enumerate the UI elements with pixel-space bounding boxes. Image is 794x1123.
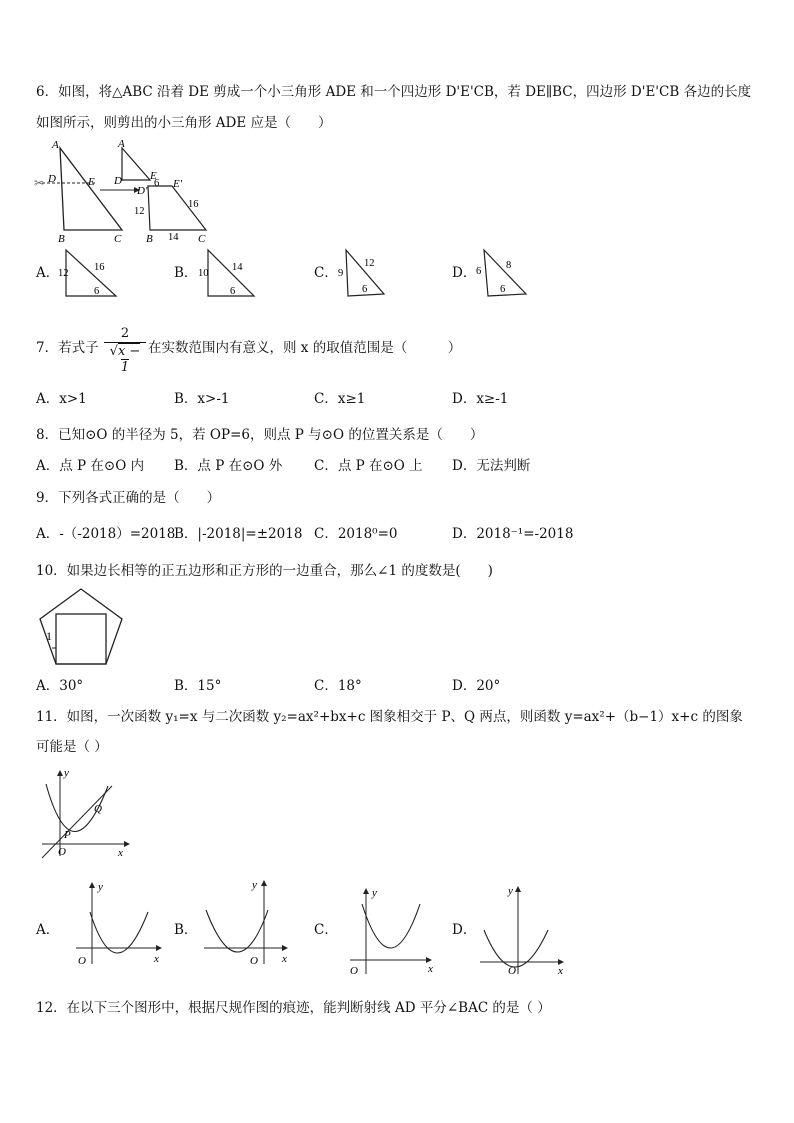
q6-option-a-letter[interactable]: A．: [36, 265, 60, 281]
q11-axis-y: y: [64, 767, 69, 779]
option-a-axis-x: x: [154, 953, 159, 965]
q11-option-b-letter[interactable]: B．: [174, 922, 198, 938]
q6-option-d-side3: 6: [500, 284, 506, 295]
q6-label-D: D: [48, 173, 56, 185]
q6-option-c-letter[interactable]: C．: [314, 265, 338, 281]
q8-option-c[interactable]: C．点 P 在⊙O 上: [314, 458, 423, 474]
q6-label-C: C: [114, 233, 122, 244]
q11-stem-line2: 可能是（ ）: [36, 739, 108, 755]
q9-option-a[interactable]: A．-（-2018）=2018: [36, 526, 176, 542]
q6-label-Eprime: E': [173, 178, 183, 190]
q6-option-b-letter[interactable]: B．: [174, 265, 198, 281]
q9-option-d[interactable]: D．2018⁻¹=-2018: [452, 526, 574, 542]
option-a-axis-y: y: [98, 881, 103, 893]
q9-option-c[interactable]: C．2018⁰=0: [314, 526, 398, 542]
q6-option-d-side2: 8: [506, 260, 512, 271]
q6-option-a-side3: 6: [94, 286, 100, 297]
q6-label-A: A: [52, 139, 59, 151]
q11-option-b-graph[interactable]: [200, 876, 300, 968]
q12-stem: 12．在以下三个图形中，根据尺规作图的痕迹，能判断射线 AD 平分∠BAC 的是（ ）: [36, 1000, 551, 1016]
q10-option-a[interactable]: A．30°: [36, 678, 84, 694]
q10-option-c[interactable]: C．18°: [314, 678, 362, 694]
q10-option-b[interactable]: B．15°: [174, 678, 222, 694]
option-b-axis-y: y: [252, 879, 257, 891]
q6-option-b-side2: 14: [232, 262, 243, 273]
q6-option-c-side2: 12: [364, 258, 375, 269]
q6-option-a-side1: 12: [58, 268, 69, 279]
q9-stem: 9．下列各式正确的是（ ）: [36, 490, 221, 506]
q6-label-B: B: [58, 233, 65, 244]
q6-option-b-side1: 10: [198, 268, 209, 279]
q7-option-b[interactable]: B．x>-1: [174, 391, 230, 407]
q6-label-Bprime: B: [146, 233, 153, 244]
q7-stem-suffix: 在实数范围内有意义，则 x 的取值范围是（ ）: [148, 340, 462, 356]
q6-option-d-letter[interactable]: D．: [452, 265, 477, 281]
q6-option-b-side3: 6: [230, 286, 236, 297]
option-c-origin: O: [350, 965, 358, 976]
q6-option-c-side3: 6: [362, 284, 368, 295]
x-axis-arrow-icon: [124, 841, 130, 847]
q8-option-b[interactable]: B．点 P 在⊙O 外: [174, 458, 283, 474]
q7-option-a[interactable]: A．x>1: [36, 391, 87, 407]
q6-stem-line1: 6．如图，将△ABC 沿着 DE 剪成一个小三角形 ADE 和一个四边形 D'E'CB，若 DE∥BC，四边形 D'E'CB 各边的长度: [36, 84, 752, 100]
y-axis-arrow-icon: [57, 770, 63, 776]
q6-side-16: 16: [188, 199, 199, 210]
q11-axis-x: x: [118, 847, 123, 859]
q7-stem-prefix: 7．若式子: [36, 340, 99, 356]
option-a-origin: O: [78, 955, 86, 967]
q9-option-b[interactable]: B．|-2018|=±2018: [174, 526, 303, 542]
q7-fraction: [104, 326, 146, 376]
q6-label-Dprime: D': [137, 185, 148, 197]
q6-side-14: 14: [168, 232, 179, 243]
option-c-axis-x: x: [428, 963, 433, 975]
option-d-origin: O: [508, 965, 516, 974]
q6-option-c-triangle[interactable]: [336, 246, 392, 302]
q7-fraction-denominator-wrap: [104, 344, 146, 376]
q6-figure: [34, 138, 224, 244]
q11-option-d-graph[interactable]: [476, 882, 576, 974]
q6-option-d-side1: 6: [476, 266, 482, 277]
q11-option-c-graph[interactable]: [346, 884, 446, 976]
q7-fraction-numerator: 2: [120, 326, 130, 341]
q10-stem: 10．如果边长相等的正五边形和正方形的一边重合，那么∠1 的度数是( ): [36, 563, 493, 579]
sqrt-icon: √: [109, 344, 118, 359]
q6-label-A2: A: [118, 138, 125, 150]
q11-axis-origin: O: [58, 846, 66, 858]
q7-option-d[interactable]: D．x≥-1: [452, 391, 509, 407]
q6-label-E: E: [88, 176, 95, 188]
q6-side-6: 6: [154, 178, 160, 189]
q6-option-a-triangle[interactable]: [58, 246, 120, 302]
option-d-axis-y: y: [508, 885, 513, 897]
q6-stem-line2: 如图所示，则剪出的小三角形 ADE 应是（ ）: [36, 115, 332, 131]
q11-option-d-letter[interactable]: D．: [452, 922, 477, 938]
q6-option-d-triangle[interactable]: [474, 246, 532, 302]
q11-main-graph: [36, 766, 136, 860]
q11-option-a-letter[interactable]: A．: [36, 922, 60, 938]
option-b-origin: O: [250, 955, 258, 967]
q8-option-d[interactable]: D．无法判断: [452, 458, 531, 474]
option-c-axis-y: y: [372, 887, 377, 899]
q7-option-c[interactable]: C．x≥1: [314, 391, 366, 407]
q6-option-a-side2: 16: [94, 262, 105, 273]
option-d-axis-x: x: [558, 965, 563, 974]
q11-point-p: P: [64, 829, 71, 841]
q6-label-Cprime: C: [198, 233, 206, 244]
q10-angle-1-label: 1: [46, 629, 52, 643]
q11-stem-line1: 11．如图，一次函数 y₁=x 与二次函数 y₂=ax²+bx+c 图象相交于 P、Q 两点，则函数 y=ax²+（b−1）x+c 的图象: [36, 709, 743, 725]
q6-option-c-side1: 9: [338, 268, 344, 279]
option-b-axis-x: x: [282, 953, 287, 965]
q11-point-q: Q: [94, 803, 102, 815]
q6-option-b-triangle[interactable]: [196, 246, 258, 302]
scissors-icon: ✂: [34, 176, 45, 190]
q11-option-a-graph[interactable]: [70, 878, 170, 968]
q10-pentagon-square-figure: [36, 586, 126, 668]
q6-side-12: 12: [134, 206, 145, 217]
q7-fraction-denominator: x − 1: [117, 344, 141, 375]
q11-option-c-letter[interactable]: C．: [314, 922, 338, 938]
q10-option-d[interactable]: D．20°: [452, 678, 501, 694]
q8-stem: 8．已知⊙O 的半径为 5，若 OP=6，则点 P 与⊙O 的位置关系是（ ）: [36, 427, 484, 443]
q6-label-E2: E: [150, 170, 157, 182]
q6-label-D2: D: [114, 175, 122, 187]
q8-option-a[interactable]: A．点 P 在⊙O 内: [36, 458, 145, 474]
